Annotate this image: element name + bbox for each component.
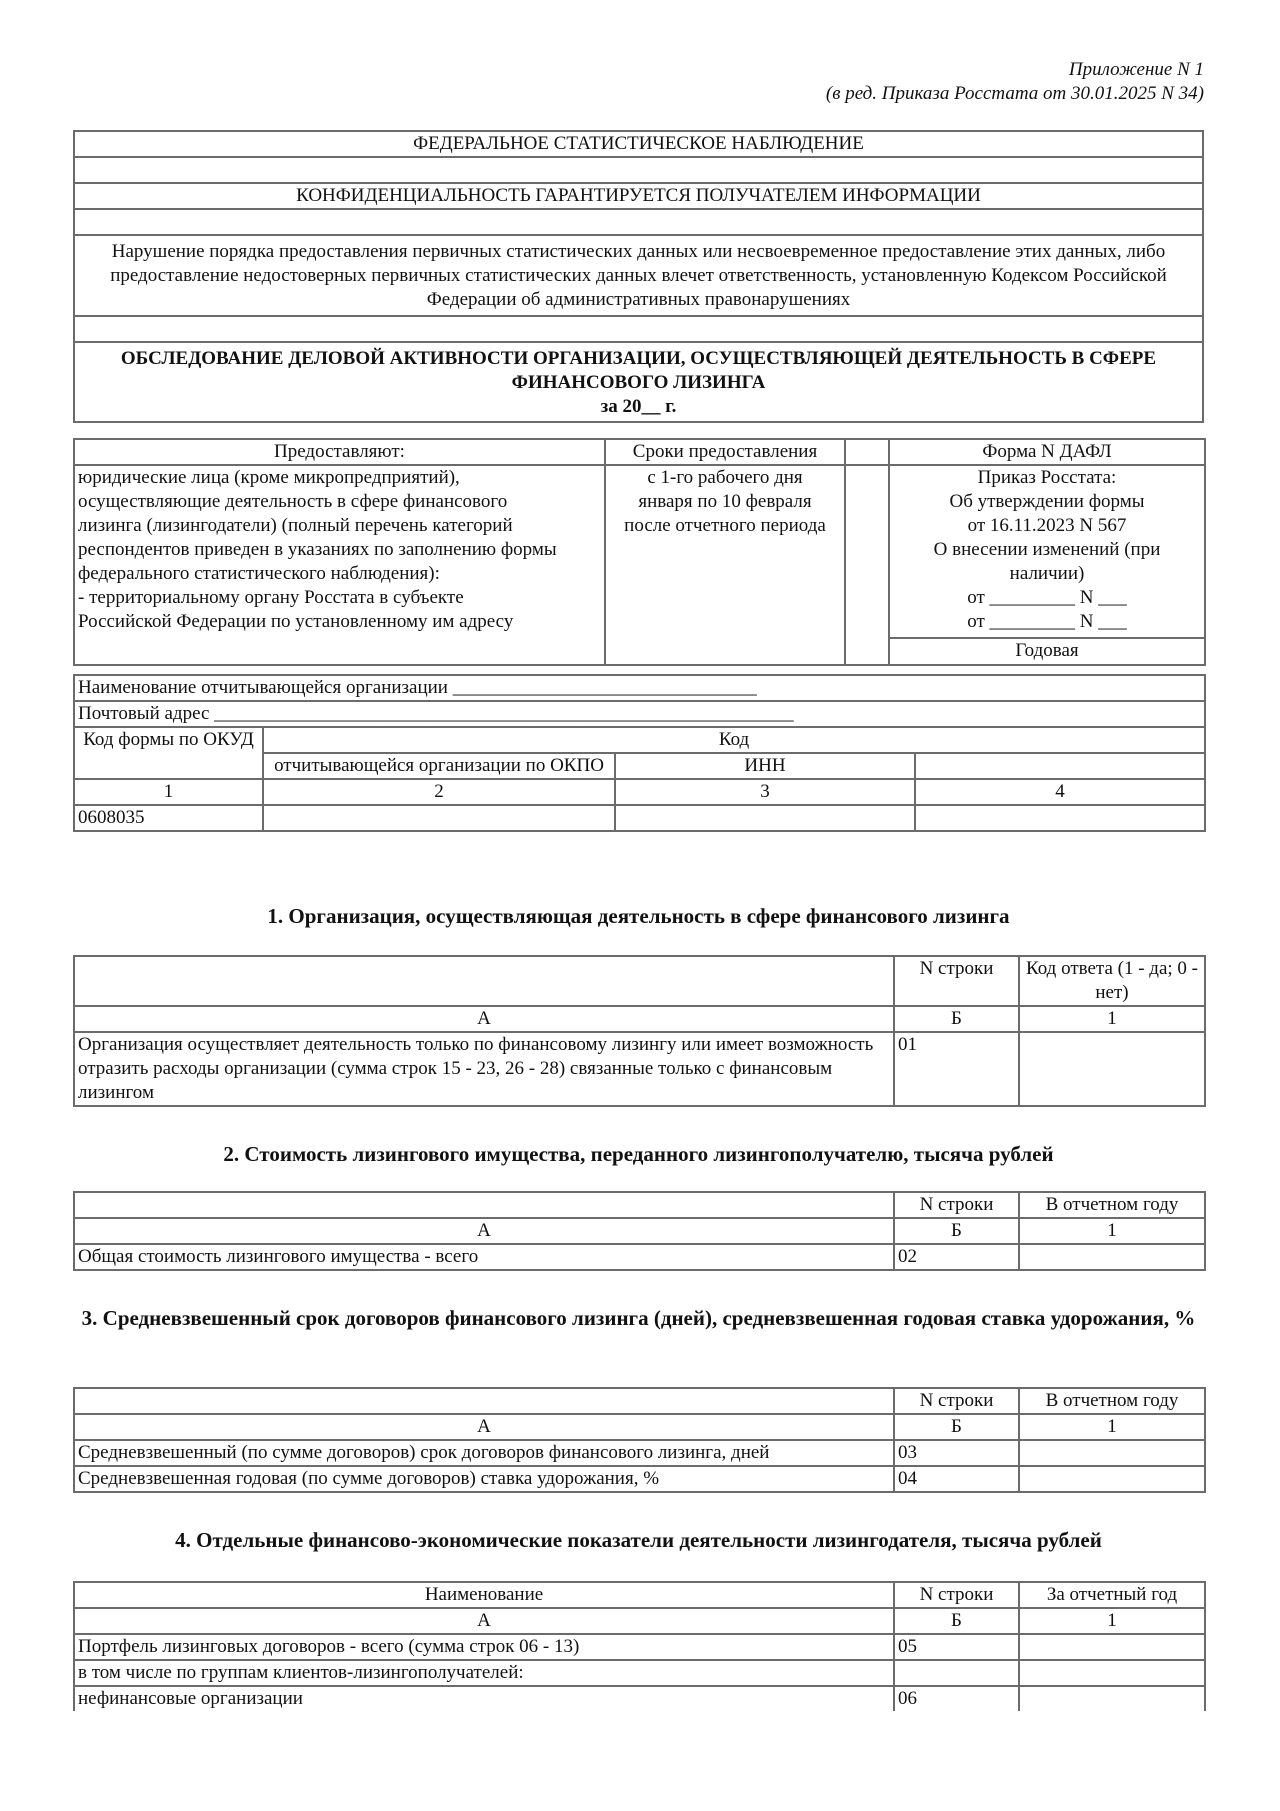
row-04-number: 04 — [894, 1466, 1019, 1492]
survey-period: за 20__ г. — [600, 396, 677, 417]
appendix-line-1: Приложение N 1 — [1068, 59, 1204, 80]
deadline-header: Сроки предоставления — [605, 439, 845, 465]
okud-label: Код формы по ОКУД — [74, 727, 263, 779]
row-group-number — [894, 1660, 1019, 1686]
row-06-label: нефинансовые организации — [74, 1686, 894, 1711]
periodicity: Годовая — [889, 638, 1205, 665]
okud-value: 0608035 — [74, 805, 263, 831]
confidentiality-notice: КОНФИДЕНЦИАЛЬНОСТЬ ГАРАНТИРУЕТСЯ ПОЛУЧАТЕЛЕМ ИНФОРМАЦИИ — [74, 183, 1203, 209]
inn-input[interactable] — [615, 805, 915, 831]
submission-table — [73, 438, 1206, 666]
row-05-label: Портфель лизинговых договоров - всего (сумма строк 06 - 13) — [74, 1634, 894, 1660]
row-06-number: 06 — [894, 1686, 1019, 1711]
row-02-value-input[interactable] — [1019, 1244, 1205, 1270]
organization-table: Наименование отчитывающейся организации ________________________________ Почтовый адрес _____________________________________________________________ Код формы по ОКУД Код отчитывающейся организации по ОКПО ИНН 1 2 3 4 0608035 — [73, 674, 1206, 832]
row-04-value-input[interactable] — [1019, 1466, 1205, 1492]
section-2-title: 2. Стоимость лизингового имущества, переданного лизингополучателю, тысяча рублей — [223, 1142, 1054, 1166]
row-03-value-input[interactable] — [1019, 1440, 1205, 1466]
okpo-input[interactable] — [263, 805, 615, 831]
deadline-cell: с 1-го рабочего дня января по 10 февраля после отчетного периода — [605, 465, 845, 665]
row-01-label: Организация осуществляет деятельность только по финансовому лизингу или имеет возможность отразить расходы организации (сумма строк 15 - 23, 26 - 28) связанные только с финансовым лизингом — [74, 1032, 894, 1106]
form-number-header: Форма N ДАФЛ — [889, 439, 1205, 465]
postal-address-field[interactable]: Почтовый адрес _____________________________________________________________ — [74, 701, 1205, 727]
row-04-label: Средневзвешенная годовая (по сумме договоров) ставка удорожания, % — [74, 1466, 894, 1492]
federal-observation: ФЕДЕРАЛЬНОЕ СТАТИСТИЧЕСКОЕ НАБЛЮДЕНИЕ — [74, 131, 1203, 157]
row-02-number: 02 — [894, 1244, 1019, 1270]
row-01-answer-input[interactable] — [1019, 1032, 1205, 1106]
row-group-label: в том числе по группам клиентов-лизингополучателей: — [74, 1660, 894, 1686]
row-01-number: 01 — [894, 1032, 1019, 1106]
section-1-title: 1. Организация, осуществляющая деятельность в сфере финансового лизинга — [267, 904, 1010, 928]
appendix-note — [826, 58, 1204, 106]
row-06-value-input[interactable] — [1019, 1686, 1205, 1711]
section-1-table: N строки Код ответа (1 - да; 0 - нет) А Б 1 Организация осуществляет деятельность только по финансовому лизингу или имеет возможность отразить расходы организации (сумма строк 15 - 23, 26 - 28) связанные только с финансовым лизингом 01 — [73, 955, 1206, 1107]
code-label: Код — [263, 727, 1205, 753]
row-02-label: Общая стоимость лизингового имущества - всего — [74, 1244, 894, 1270]
row-03-label: Средневзвешенный (по сумме договоров) срок договоров финансового лизинга, дней — [74, 1440, 894, 1466]
form-approval-cell: Приказ Росстата: Об утверждении формы от 16.11.2023 N 567 О внесении изменений (при наличии) от _________ N ___ от _________ N ___ — [889, 465, 1205, 638]
liability-warning: Нарушение порядка предоставления первичных статистических данных или несвоевременное предоставление этих данных, либо предоставление недостоверных первичных статистических данных влечет ответственность, установленную Кодексом Российской Федерации об административных правонарушениях — [74, 235, 1203, 316]
survey-title: ОБСЛЕДОВАНИЕ ДЕЛОВОЙ АКТИВНОСТИ ОРГАНИЗАЦИИ, ОСУЩЕСТВЛЯЮЩЕЙ ДЕЯТЕЛЬНОСТЬ В СФЕРЕ ФИНАНСОВОГО ЛИЗИНГА — [120, 348, 1157, 393]
section-4-title: 4. Отдельные финансово-экономические показатели деятельности лизингодателя, тысяча рублей — [175, 1528, 1102, 1552]
survey-title-cell — [74, 342, 1203, 422]
row-03-number: 03 — [894, 1440, 1019, 1466]
okpo-label: отчитывающейся организации по ОКПО — [263, 753, 615, 779]
section-3-title: 3. Средневзвешенный срок договоров финансового лизинга (дней), средневзвешенная годовая ставка удорожания, % — [81, 1306, 1196, 1330]
inn-label: ИНН — [615, 753, 915, 779]
header-table — [73, 130, 1204, 423]
section-2-table: N строки В отчетном году А Б 1 Общая стоимость лизингового имущества - всего 02 — [73, 1191, 1206, 1271]
row-05-number: 05 — [894, 1634, 1019, 1660]
org-name-field[interactable]: Наименование отчитывающейся организации ________________________________ — [74, 675, 1205, 701]
section-4-table: Наименование N строки За отчетный год А Б 1 Портфель лизинговых договоров - всего (сумма строк 06 - 13) 05 в том числе по группам клиентов-лизингополучателей: нефинансовые организации 06 — [73, 1581, 1206, 1711]
section-3-table: N строки В отчетном году А Б 1 Средневзвешенный (по сумме договоров) срок договоров финансового лизинга, дней 03 Средневзвешенная годовая (по сумме договоров) ставка удорожания, % 04 — [73, 1387, 1206, 1493]
row-05-value-input[interactable] — [1019, 1634, 1205, 1660]
who-submits-cell: юридические лица (кроме микропредприятий), осуществляющие деятельность в сфере финансового лизинга (лизингодатели) (полный перечень категорий респондентов приведен в указаниях по заполнению формы федерального статистического наблюдения): - территориальному органу Росстата в субъекте Российской Федерации по установленному им адресу — [74, 465, 605, 665]
who-submits-header: Предоставляют: — [74, 439, 605, 465]
appendix-line-2: (в ред. Приказа Росстата от 30.01.2025 N 34) — [825, 83, 1204, 104]
